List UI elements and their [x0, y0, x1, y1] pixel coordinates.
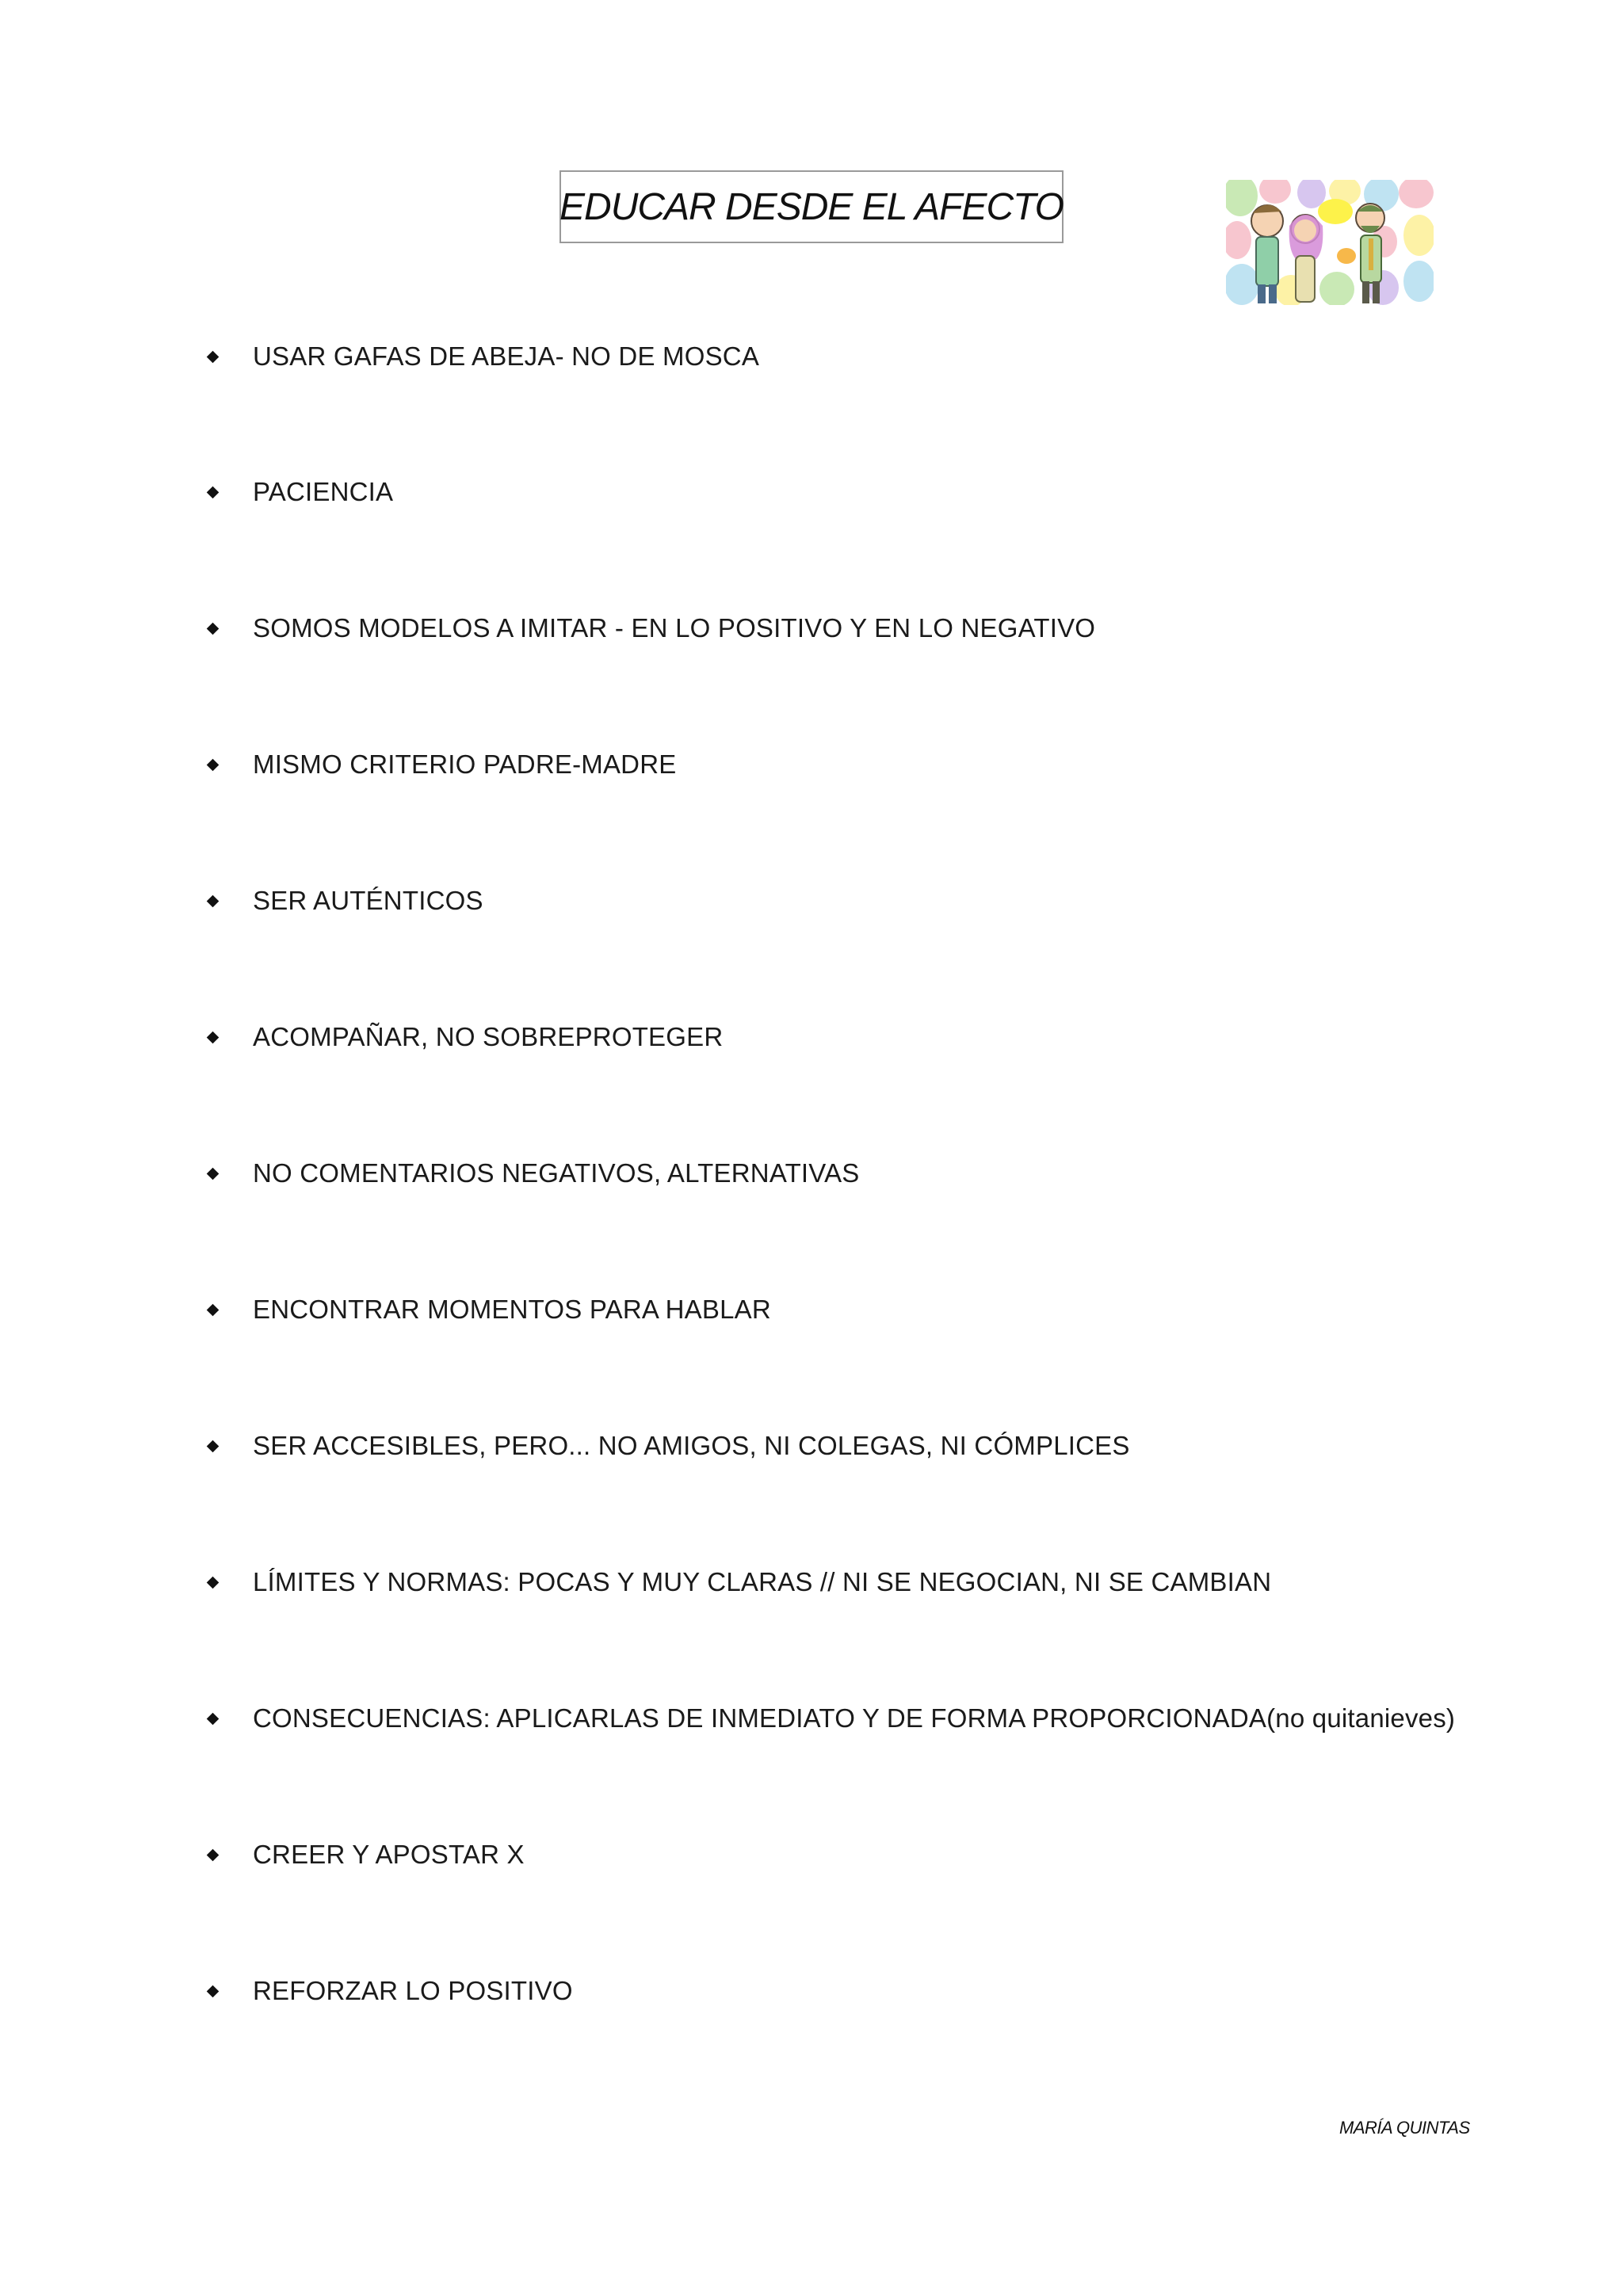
- list-item-text: SER AUTÉNTICOS: [253, 886, 483, 915]
- diamond-bullet-icon: [202, 618, 223, 639]
- list-item-text: CREER Y APOSTAR X: [253, 1840, 525, 1869]
- diamond-bullet-icon: [202, 754, 223, 775]
- author-signature: MARÍA QUINTAS: [1339, 2118, 1470, 2138]
- diamond-bullet-icon: [202, 1708, 223, 1729]
- list-item-text: CONSECUENCIAS: APLICARLAS DE INMEDIATO Y DE FORMA PROPORCIONADA(no quitanieves): [253, 1703, 1456, 1733]
- list-item-text: LÍMITES Y NORMAS: POCAS Y MUY CLARAS // NI SE NEGOCIAN, NI SE CAMBIAN: [253, 1567, 1272, 1596]
- diamond-bullet-icon: [202, 1844, 223, 1865]
- diamond-bullet-icon: [202, 1981, 223, 2001]
- list-item-text: USAR GAFAS DE ABEJA- NO DE MOSCA: [253, 341, 760, 371]
- list-item: [202, 1018, 723, 1056]
- list-item: [202, 1291, 771, 1329]
- list-item-text: ENCONTRAR MOMENTOS PARA HABLAR: [253, 1295, 771, 1324]
- diamond-bullet-icon: [202, 1572, 223, 1592]
- list-item-text: NO COMENTARIOS NEGATIVOS, ALTERNATIVAS: [253, 1158, 860, 1188]
- list-item: [202, 1427, 1130, 1465]
- list-item: [202, 1836, 525, 1874]
- list-item: [202, 473, 393, 511]
- diamond-bullet-icon: [202, 346, 223, 367]
- list-item: [202, 746, 676, 784]
- list-item-text: SER ACCESIBLES, PERO... NO AMIGOS, NI COLEGAS, NI CÓMPLICES: [253, 1431, 1130, 1460]
- list-item: [202, 1154, 860, 1192]
- diamond-bullet-icon: [202, 1299, 223, 1320]
- diamond-bullet-icon: [202, 1163, 223, 1184]
- list-item-text: ACOMPAÑAR, NO SOBREPROTEGER: [253, 1022, 724, 1051]
- list-item-text: REFORZAR LO POSITIVO: [253, 1976, 573, 2005]
- list-item-text: SOMOS MODELOS A IMITAR - EN LO POSITIVO Y EN LO NEGATIVO: [253, 613, 1096, 643]
- list-item: [202, 338, 759, 376]
- page-title: EDUCAR DESDE EL AFECTO: [559, 185, 1064, 228]
- diamond-bullet-icon: [202, 891, 223, 911]
- diamond-bullet-icon: [202, 1436, 223, 1456]
- list-item-text: MISMO CRITERIO PADRE-MADRE: [253, 749, 677, 779]
- list-item: [202, 882, 483, 920]
- list-item: [202, 1699, 1455, 1737]
- list-item-text: PACIENCIA: [253, 477, 394, 506]
- list-item: [202, 1972, 573, 2010]
- list-item: [202, 609, 1095, 647]
- list-item: [202, 1563, 1271, 1601]
- diamond-bullet-icon: [202, 482, 223, 502]
- diamond-bullet-icon: [202, 1027, 223, 1047]
